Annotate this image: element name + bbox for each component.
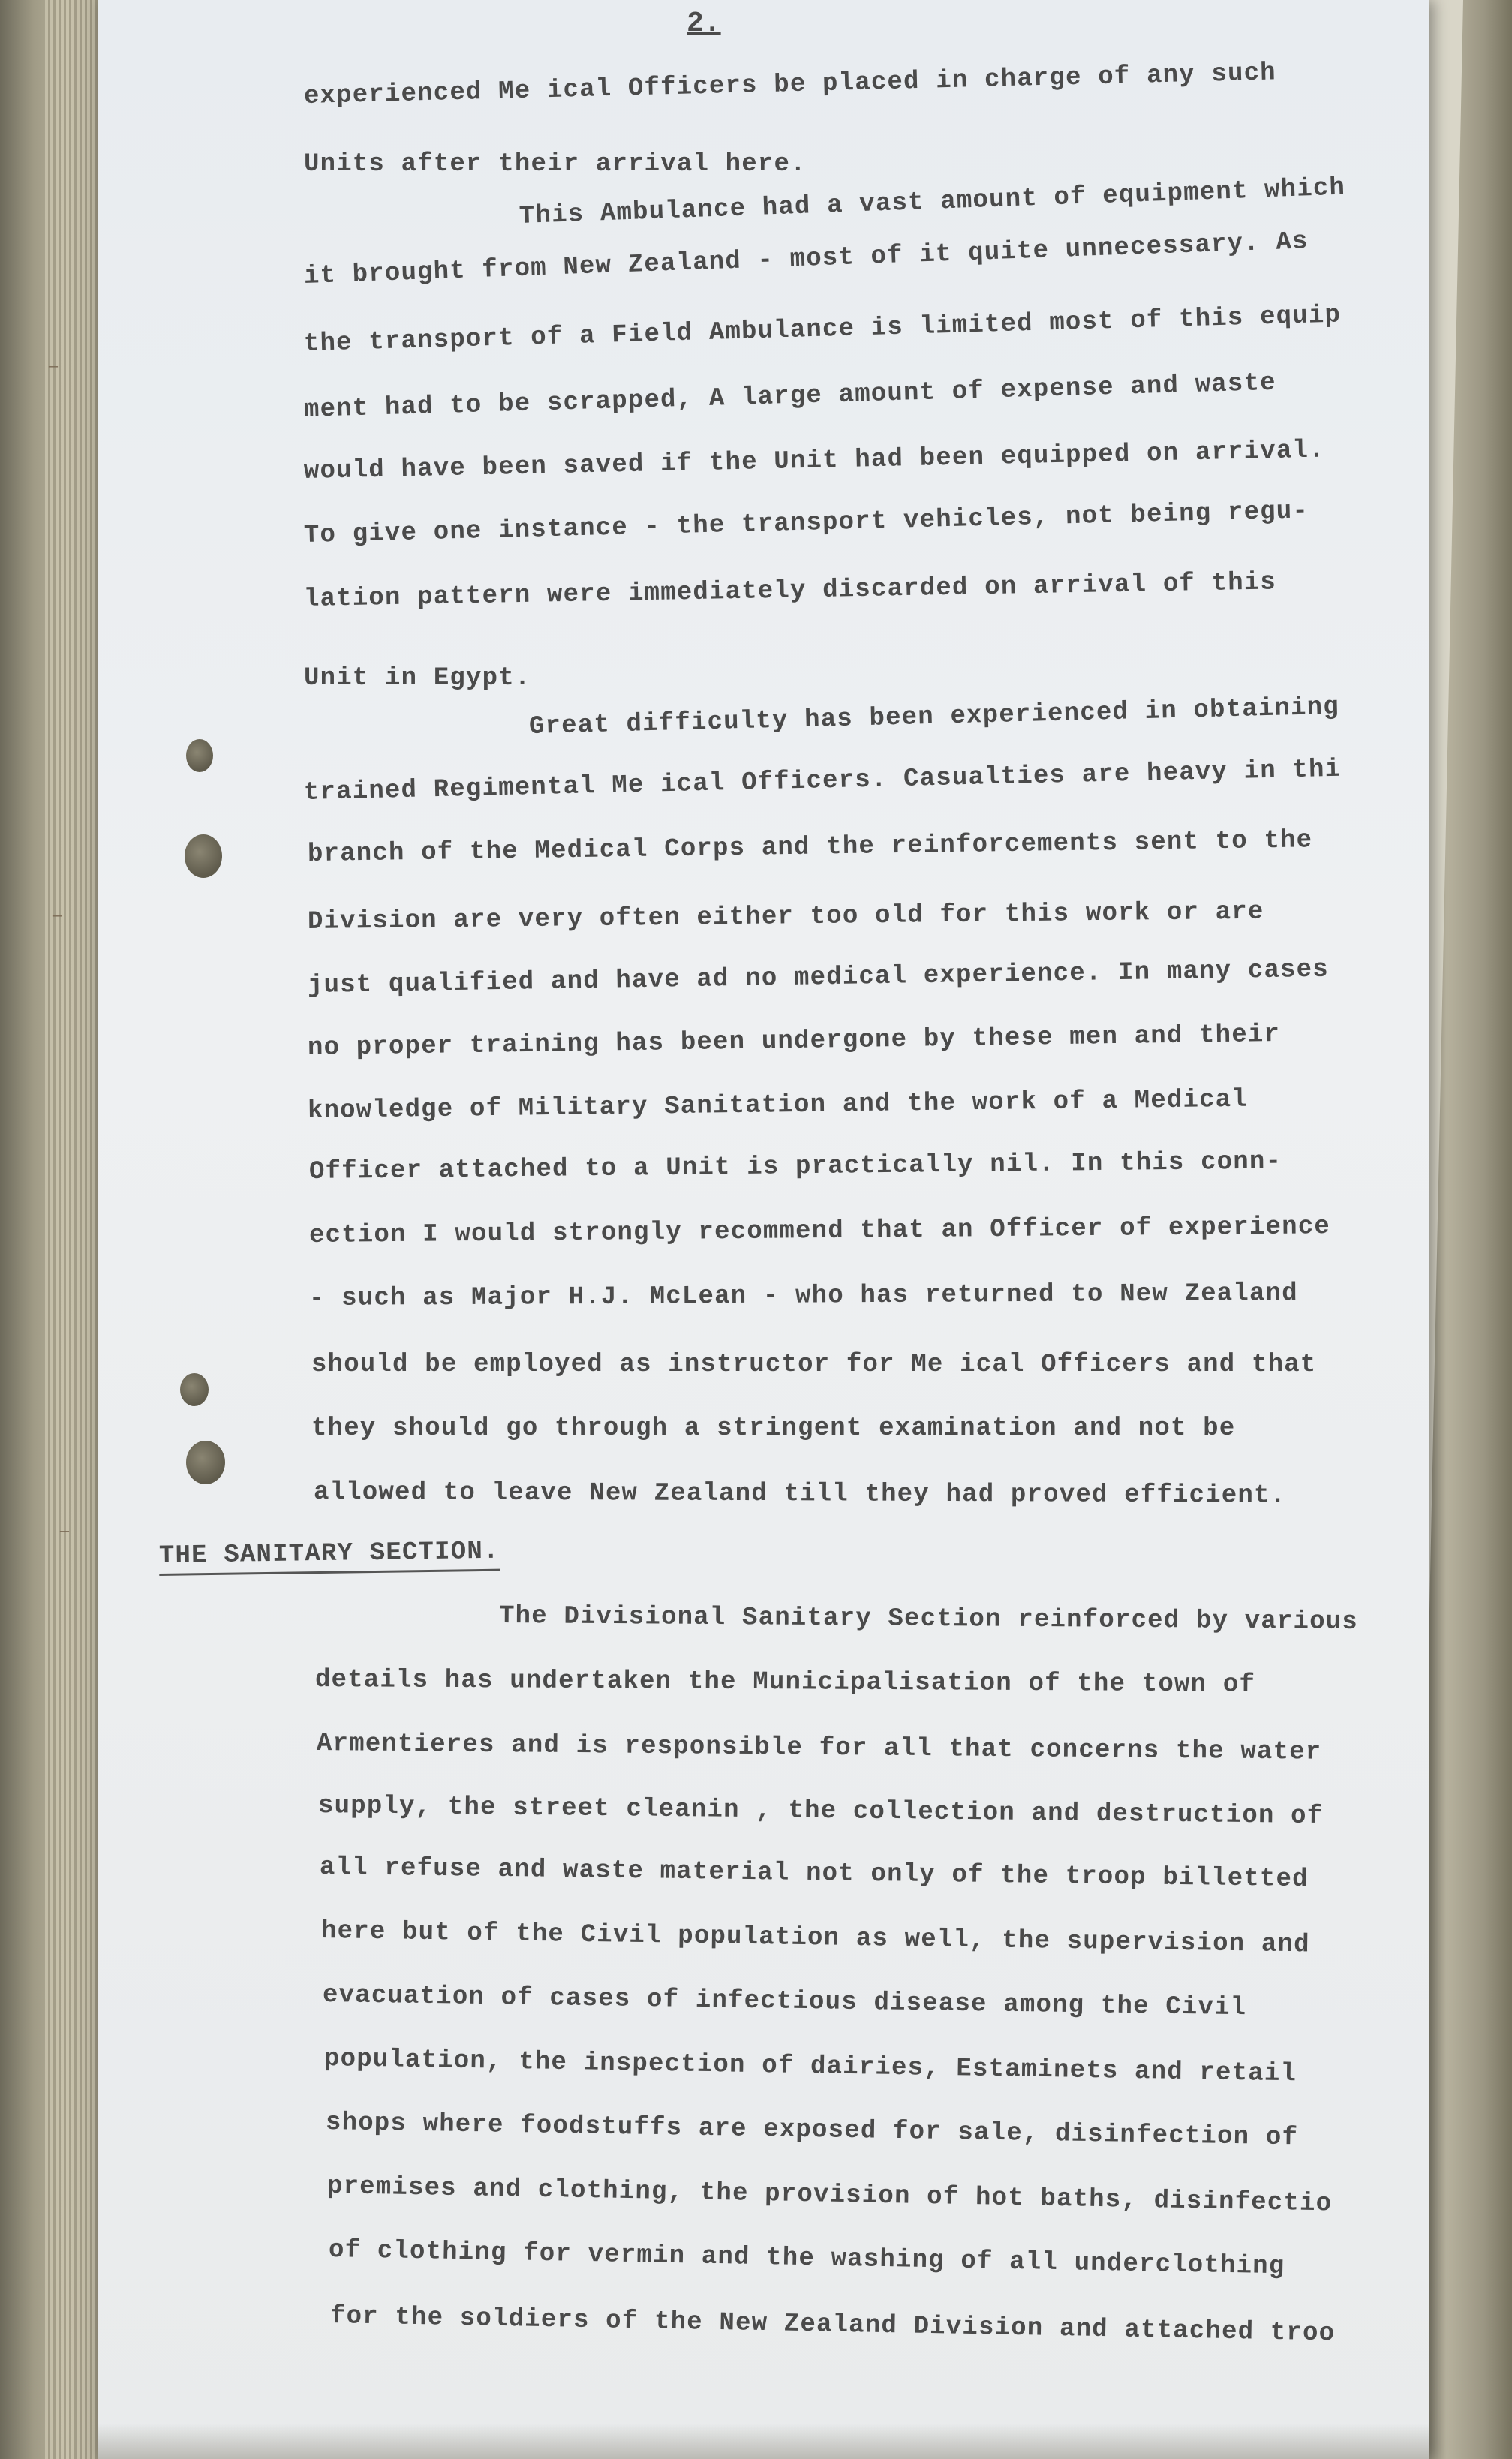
text-line: The Divisional Sanitary Section reinforced by various — [498, 1602, 1359, 1637]
text-line: allowed to leave New Zealand till they had proved efficient. — [313, 1478, 1287, 1511]
text-line: the transport of a Field Ambulance is limited most of this equip — [303, 301, 1342, 359]
text-line: shops where foodstuffs are exposed for sale, disinfection of — [325, 2109, 1299, 2153]
text-line: ment had to be scrapped, A large amount of expense and waste — [303, 368, 1277, 425]
text-line: trained Regimental Me ical Officers. Casualties are heavy in thi — [303, 755, 1342, 807]
text-line: This Ambulance had a vast amount of equipment which — [519, 173, 1346, 231]
text-line: population, the inspection of dairies, Estaminets and retail — [323, 2045, 1297, 2089]
text-line: Officer attached to a Unit is practically nil. In this conn- — [308, 1147, 1282, 1186]
punch-hole — [185, 834, 222, 878]
text-line: for the soldiers of the New Zealand Division and attached troo — [329, 2302, 1336, 2349]
text-line: they should go through a stringent examination and not be — [311, 1414, 1236, 1443]
text-line: To give one instance - the transport vehicles, not being regu- — [303, 497, 1309, 550]
margin-mark: — — [49, 359, 59, 376]
text-line: ection I would strongly recommend that an Officer of experience — [308, 1213, 1331, 1250]
margin-mark: — — [53, 908, 62, 925]
page-shadow — [98, 2424, 1429, 2459]
text-line: should be employed as instructor for Me ical Officers and that — [311, 1351, 1317, 1379]
text-line: knowledge of Military Sanitation and the work of a Medical — [307, 1085, 1249, 1126]
text-line: Units after their arrival here. — [304, 150, 807, 179]
text-line: Unit in Egypt. — [304, 664, 531, 693]
section-heading: THE SANITARY SECTION. — [159, 1538, 500, 1576]
text-line: just qualified and have ad no medical experience. In many cases — [307, 955, 1330, 1000]
text-line: Division are very often either too old for this work or are — [307, 897, 1264, 936]
text-line: - such as Major H.J. McLean - who has returned to New Zealand — [308, 1279, 1298, 1313]
punch-hole — [186, 739, 213, 772]
text-line: Great difficulty has been experienced in obtaining — [528, 693, 1340, 741]
text-line: would have been saved if the Unit had been equipped on arrival. — [303, 436, 1326, 486]
text-line: supply, the street cleanin , the collection and destruction of — [317, 1792, 1324, 1832]
text-line: experienced Me ical Officers be placed in charge of any such — [303, 59, 1277, 111]
margin-mark: — — [60, 1523, 70, 1541]
text-line: details has undertaken the Municipalisation of the town of — [314, 1666, 1256, 1700]
text-line: all refuse and waste material not only of the troop billetted — [319, 1853, 1309, 1895]
text-line: evacuation of cases of infectious disease among the Civil — [322, 1981, 1247, 2023]
text-line: here but of the Civil population as well, the supervision and — [320, 1917, 1310, 1960]
text-line: lation pattern were immediately discarded on arrival of this — [303, 568, 1277, 614]
punch-hole — [180, 1373, 209, 1406]
text-line: Armentieres and is responsible for all that concerns the water — [316, 1730, 1322, 1767]
text-line: of clothing for vermin and the washing of all underclothing — [328, 2236, 1285, 2282]
text-line: premises and clothing, the provision of hot baths, disinfectio — [326, 2172, 1333, 2219]
page-number: 2. — [687, 8, 721, 40]
punch-hole — [186, 1441, 225, 1484]
text-line: branch of the Medical Corps and the reinforcements sent to the — [307, 826, 1313, 869]
text-line: no proper training has been undergone by these men and their — [307, 1020, 1281, 1063]
text-line: it brought from New Zealand - most of it quite unnecessary. As — [303, 227, 1309, 291]
